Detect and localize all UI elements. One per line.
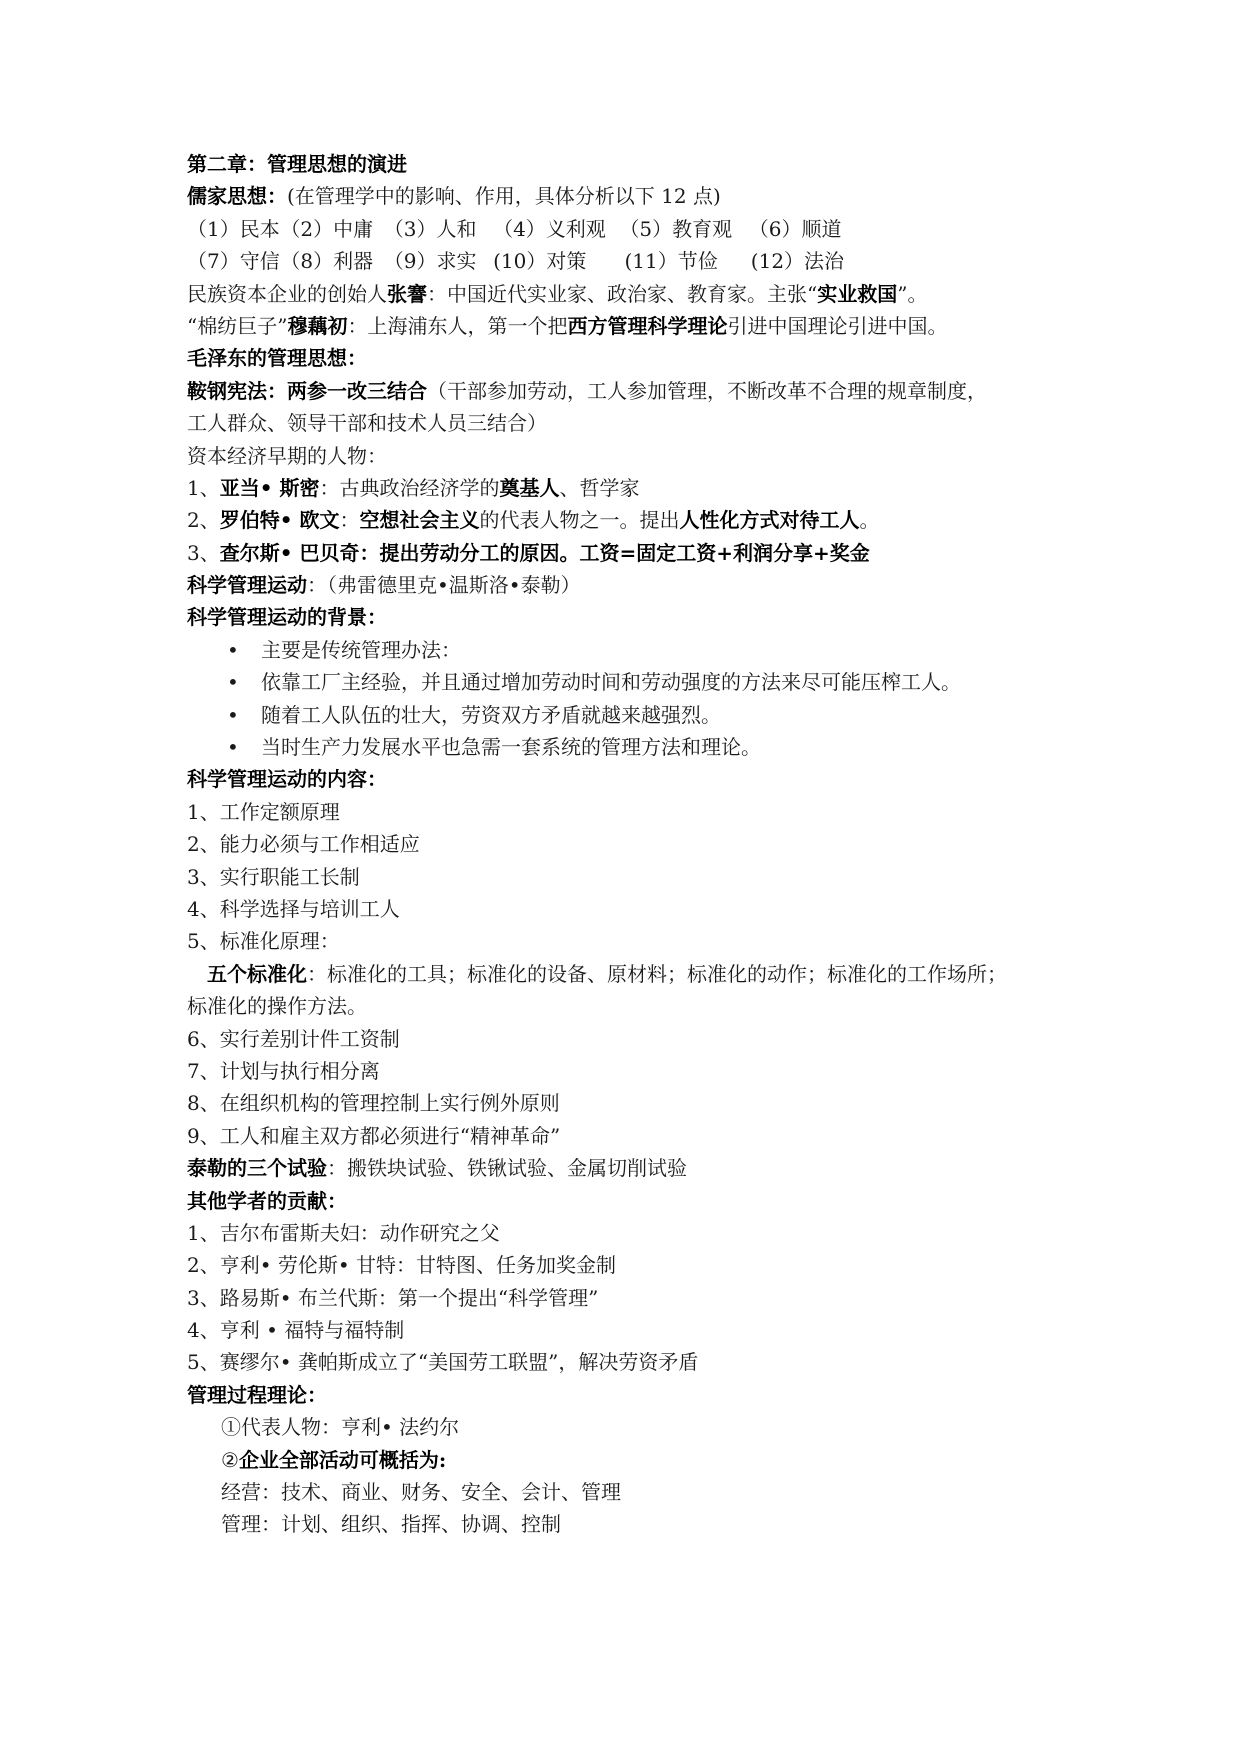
list-item: 3、路易斯• 布兰代斯：第一个提出“科学管理”: [187, 1285, 599, 1310]
others-heading: 其他学者的贡献：: [187, 1188, 347, 1213]
mao-heading: 毛泽东的管理思想：: [187, 346, 367, 371]
point-item: （7）守信: [187, 249, 280, 274]
confucian-points-row-2: [187, 245, 1087, 277]
list-item: 6、实行差别计件工资制: [187, 1026, 400, 1051]
list-item: 3、实行职能工长制: [187, 864, 360, 889]
list-item: 2、能力必须与工作相适应: [187, 832, 420, 857]
list-item: 8、在组织机构的管理控制上实行例外原则: [187, 1091, 560, 1116]
point-item: （8）利器: [280, 249, 374, 274]
point-item: （2）中庸: [280, 216, 374, 241]
list-item: 5、赛缪尔• 龚帕斯成立了“美国劳工联盟”，解决劳资矛盾: [187, 1350, 699, 1375]
process-theory-heading: 管理过程理论：: [187, 1382, 327, 1407]
point-item: (11）节俭: [624, 249, 718, 274]
early-item-3: 3、查尔斯• 巴贝奇：提出劳动分工的原因。工资=固定工资+利润分享+奖金: [187, 540, 870, 565]
early-item-2: 2、罗伯特• 欧文：空想社会主义的代表人物之一。提出人性化方式对待工人。: [187, 508, 880, 533]
process-line-1: ①代表人物：亨利• 法约尔: [221, 1415, 460, 1440]
chapter-title: 第二章：管理思想的演进: [187, 152, 407, 176]
confucian-points-row-1: [187, 213, 1087, 245]
process-line-3: 经营：技术、商业、财务、安全、会计、管理: [221, 1480, 621, 1505]
list-item: 2、亨利• 劳伦斯• 甘特：甘特图、任务加奖金制: [187, 1253, 617, 1278]
point-item: (10）对策: [493, 249, 587, 274]
list-item: 5、标准化原理：: [187, 929, 340, 954]
five-standardization-line: 五个标准化：标准化的工具；标准化的设备、原材料；标准化的动作；标准化的工作场所；: [207, 961, 1007, 986]
point-item: （1）民本: [187, 216, 280, 241]
list-item: 4、亨利 • 福特与福特制: [187, 1318, 405, 1343]
point-item: （4）义利观: [493, 216, 606, 241]
list-item: 1、工作定额原理: [187, 799, 340, 824]
point-item: （3）人和: [383, 216, 477, 241]
bullet-item: • 当时生产力发展水平也急需一套系统的管理方法和理论。: [187, 731, 1087, 763]
list-item: 4、科学选择与培训工人: [187, 896, 400, 921]
early-heading: 资本经济早期的人物：: [187, 443, 387, 468]
bullet-icon: •: [227, 670, 239, 695]
sci-mgmt-content-heading: 科学管理运动的内容：: [187, 767, 387, 792]
point-item: （9）求实: [383, 249, 477, 274]
sci-mgmt-background-heading: 科学管理运动的背景：: [187, 605, 387, 630]
bullet-item: • 主要是传统管理办法：: [187, 634, 1087, 666]
zhang-jian-line: 民族资本企业的创始人张謇：中国近代实业家、政治家、教育家。主张“实业救国”。: [187, 281, 928, 306]
mu-ouchu-line: “棉纺巨子”穆藕初：上海浦东人，第一个把西方管理科学理论引进中国理论引进中国。: [187, 313, 948, 338]
list-item: 9、工人和雇主双方都必须进行“精神革命”: [187, 1123, 561, 1148]
process-line-2: ②企业全部活动可概括为:: [221, 1447, 447, 1472]
bullet-item: • 依靠工厂主经验，并且通过增加劳动时间和劳动强度的方法来尽可能压榨工人。: [187, 666, 1087, 698]
bullet-item: • 随着工人队伍的壮大，劳资双方矛盾就越来越强烈。: [187, 699, 1087, 731]
bullet-icon: •: [227, 702, 239, 727]
list-item: 7、计划与执行相分离: [187, 1058, 380, 1083]
angang-line: 鞍钢宪法：两参一改三结合（干部参加劳动，工人参加管理，不断改革不合理的规章制度，: [187, 378, 987, 403]
point-item: （5）教育观: [619, 216, 733, 241]
sci-mgmt-heading: 科学管理运动：（弗雷德里克•温斯洛•泰勒）: [187, 573, 581, 598]
process-line-4: 管理：计划、组织、指挥、协调、控制: [221, 1512, 561, 1537]
angang-line-2: 工人群众、领导干部和技术人员三结合）: [187, 411, 547, 436]
list-item: 1、吉尔布雷斯夫妇：动作研究之父: [187, 1220, 500, 1245]
document-page: [187, 148, 1087, 1541]
point-item: （6）顺道: [748, 216, 842, 241]
early-item-1: 1、亚当• 斯密：古典政治经济学的奠基人、哲学家: [187, 475, 640, 500]
five-standardization-line-2: 标准化的操作方法。: [187, 994, 367, 1019]
bullet-icon: •: [227, 735, 239, 760]
point-item: (12）法治: [750, 249, 845, 274]
confucian-heading: 儒家思想：(在管理学中的影响、作用，具体分析以下 12 点): [187, 184, 721, 209]
bullet-icon: •: [227, 637, 239, 662]
taylor-experiments-line: 泰勒的三个试验：搬铁块试验、铁锹试验、金属切削试验: [187, 1156, 687, 1181]
